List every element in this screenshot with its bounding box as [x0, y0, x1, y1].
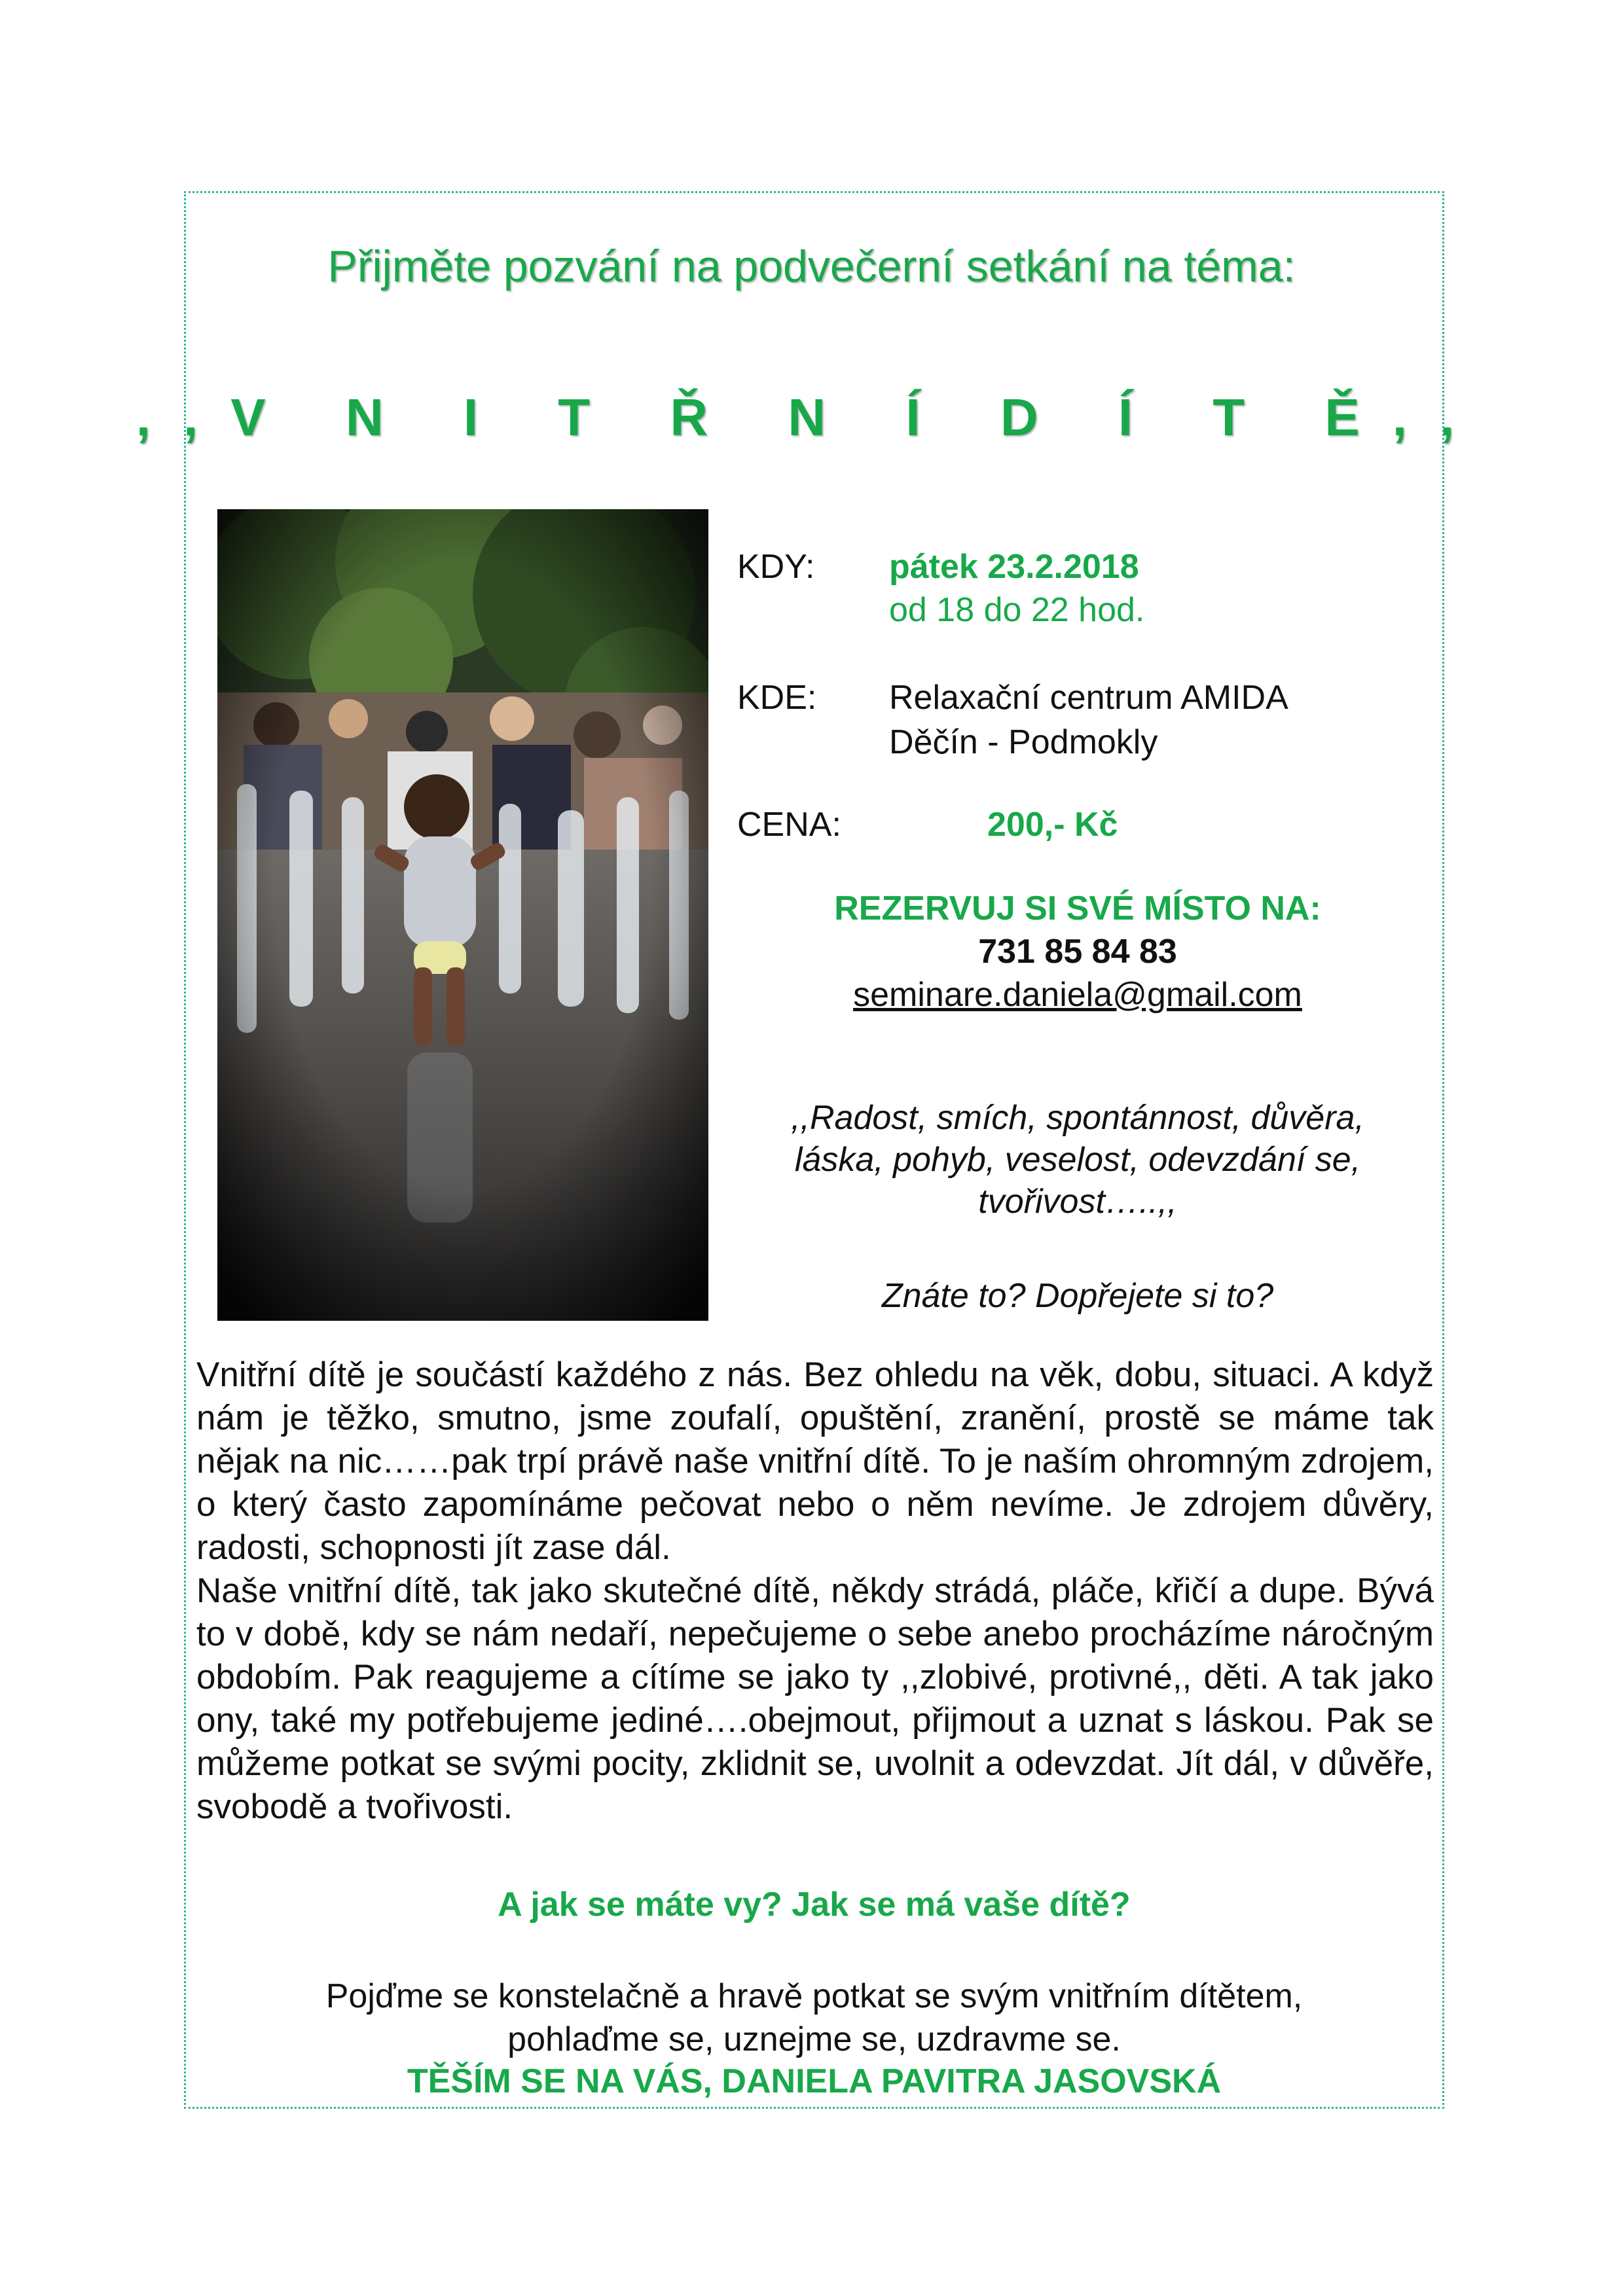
quote-line-2: láska, pohyb, veselost, odevzdání se,: [794, 1141, 1361, 1179]
signature: TĚŠÍM SE NA VÁS, DANIELA PAVITRA JASOVSKÁ: [407, 2062, 1222, 2100]
when-time: od 18 do 22 hod.: [889, 591, 1145, 629]
quote-line-3: tvořivost…..,,: [978, 1183, 1177, 1221]
child-fountain-photo: [217, 509, 708, 1321]
where-city: Děčín - Podmokly: [889, 723, 1158, 761]
when-date: pátek 23.2.2018: [889, 548, 1139, 586]
price-label: CENA:: [737, 806, 841, 844]
topic-title: ,,V N I T Ř N Í D Í T Ě,,: [136, 388, 1487, 446]
body-text: [196, 1354, 1434, 1829]
when-label: KDY:: [737, 548, 815, 586]
paragraph-1: Vnitřní dítě je součástí každého z nás. Bez ohledu na věk, dobu, situaci. A když nám je těžko, smutno, jsme zoufalí, opuštění, zranění, prostě se máme tak nějak na nic……pak trpí právě naše vnitřní dítě. To je naším ohromným zdrojem, o který často zapomínáme pečovat nebo o něm nevíme. Je zdrojem důvěry, radosti, schopnosti jít zase dál.: [196, 1355, 1434, 1567]
reserve-label: REZERVUJ SI SVÉ MÍSTO NA:: [834, 889, 1321, 927]
phone-number: 731 85 84 83: [978, 933, 1177, 971]
invite-line-1: Pojďme se konstelačně a hravě potkat se svým vnitřním dítětem,: [325, 1977, 1303, 2015]
where-label: KDE:: [737, 679, 817, 717]
invite-line-2: pohlaďme se, uznejme se, uzdravme se.: [507, 2020, 1121, 2058]
quote-line-1: ,,Radost, smích, spontánnost, důvěra,: [791, 1099, 1364, 1137]
price-value: 200,- Kč: [987, 806, 1118, 844]
paragraph-2: Naše vnitřní dítě, tak jako skutečné dítě, někdy strádá, pláče, křičí a dupe. Bývá to v době, kdy se nám nedaří, nepečujeme o sebe anebo procházíme náročným obdobím. Pak reagujeme a cítíme se jako ty ,,zlobivé, protivné,, děti. A tak jako ony, také my potřebujeme jediné….obejmout, přijmout a uznat s láskou. Pak se můžeme potkat se svými pocity, zklidnit se, uvolnit a odevzdat. Jít dál, v důvěře, svobodě a tvořivosti.: [196, 1571, 1434, 1826]
quote-question: Znáte to? Dopřejete si to?: [881, 1277, 1274, 1315]
email-text[interactable]: seminare.daniela@gmail.com: [853, 976, 1302, 1014]
where-place: Relaxační centrum AMIDA: [889, 679, 1288, 717]
invitation-title: Přijměte pozvání na podvečerní setkání na téma:: [327, 242, 1296, 291]
email-link[interactable]: [737, 975, 1418, 1014]
closing-question: A jak se máte vy? Jak se má vaše dítě?: [498, 1886, 1131, 1924]
